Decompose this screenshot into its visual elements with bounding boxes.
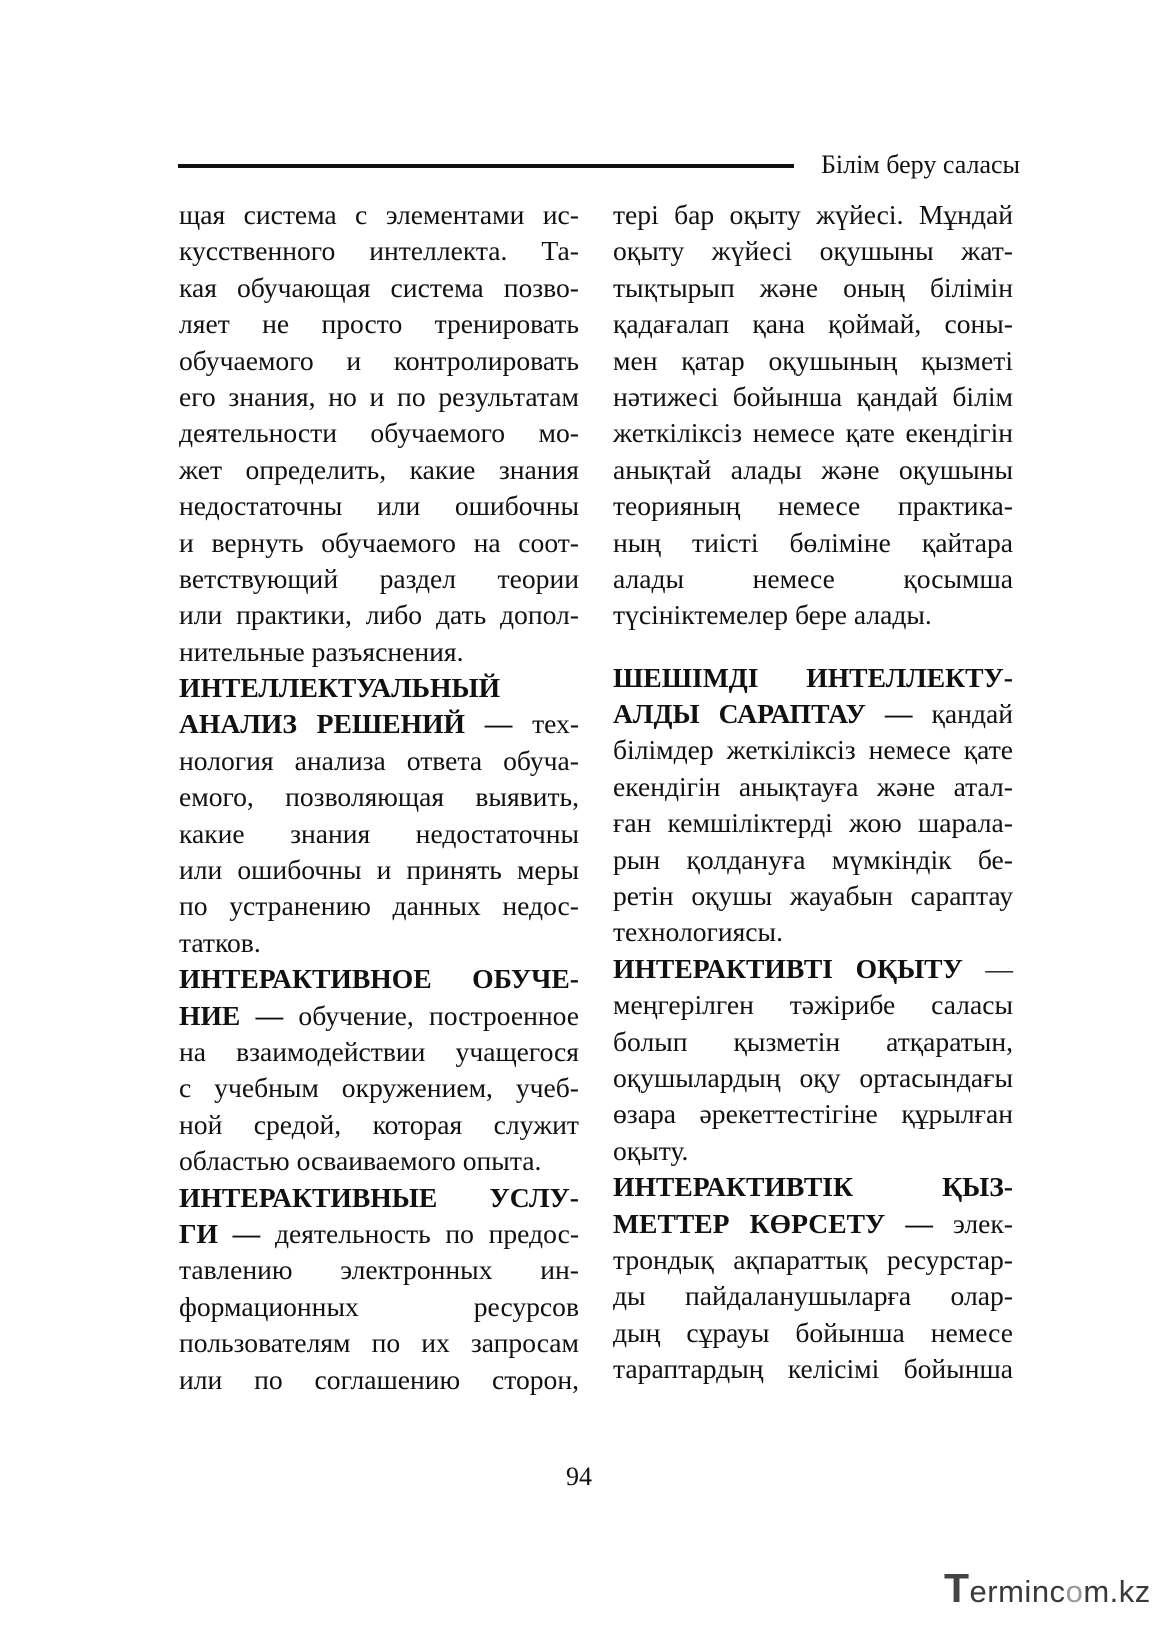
text-line [613, 805, 1013, 841]
text-line [613, 842, 1013, 878]
line-text: деятельность по предос- [260, 1217, 580, 1249]
text-line [179, 852, 579, 888]
line-text: оқушылардың оқу ортасындағы [613, 1061, 1013, 1093]
term-line [179, 670, 579, 706]
text-line [179, 343, 579, 379]
line-text: по устранению данных недос- [179, 890, 579, 922]
watermark-part-2: o [1065, 1574, 1084, 1609]
watermark-part-3: m.kz [1083, 1574, 1151, 1609]
line-text: щая система с элементами ис- [179, 199, 579, 230]
text-line [179, 597, 579, 633]
line-text: өзара әрекеттестігіне құрылған [613, 1098, 1013, 1130]
header-rule [178, 164, 794, 168]
line-text: жеткіліксіз немесе қате екендігін [613, 417, 1013, 449]
line-text: трондық ақпараттық ресурстар- [613, 1243, 1013, 1275]
glossary-term: АНАЛИЗ РЕШЕНИЙ — [179, 708, 513, 740]
term-line [613, 696, 1013, 732]
term-line [179, 961, 579, 997]
text-line [613, 769, 1013, 805]
line-text: татков. [179, 926, 261, 958]
line-text: — [962, 952, 1013, 984]
text-line [179, 1289, 579, 1325]
text-line [613, 525, 1013, 561]
glossary-term: ИНТЕРАКТИВТІК ҚЫЗ- [613, 1171, 1013, 1203]
text-line [179, 270, 579, 306]
line-text: его знания, но и по результатам [179, 380, 579, 412]
line-text: теорияның немесе практика- [613, 490, 1013, 522]
term-line [613, 951, 1013, 987]
line-text: тавлению электронных ин- [179, 1254, 579, 1286]
line-text: тері бар оқыту жүйесі. Мұндай [613, 199, 1013, 230]
line-text: қадағалап қана қоймай, соны- [613, 308, 1013, 340]
line-text: оқыту жүйесі оқушыны жат- [613, 235, 1013, 267]
line-text: с учебным окружением, учеб- [179, 1072, 579, 1104]
text-line [613, 1315, 1013, 1351]
line-text: болып қызметін атқаратын, [613, 1025, 1013, 1057]
line-text: обучение, построенное [283, 999, 580, 1031]
text-line [613, 1096, 1013, 1132]
line-text: или ошибочны и принять меры [179, 854, 579, 886]
watermark-first-letter: T [944, 1565, 970, 1611]
line-text: кусственного интеллекта. Та- [179, 235, 579, 267]
text-line [613, 1133, 1013, 1169]
text-line [613, 561, 1013, 597]
line-text: ды пайдаланушыларға олар- [613, 1280, 1013, 1312]
glossary-term: ГИ — [179, 1217, 261, 1249]
text-line [179, 634, 579, 670]
text-line [613, 878, 1013, 914]
text-line [179, 1325, 579, 1361]
text-line [613, 914, 1013, 950]
glossary-term: ИНТЕРАКТИВТІ ОҚЫТУ [613, 952, 963, 984]
term-line [613, 1206, 1013, 1242]
text-line [179, 743, 579, 779]
text-line [613, 1060, 1013, 1096]
text-line [613, 1278, 1013, 1314]
text-line [613, 732, 1013, 768]
glossary-term: ШЕШІМДІ ИНТЕЛЛЕКТУ- [613, 661, 1013, 693]
line-text: екендігін анықтауға және атал- [613, 770, 1013, 802]
line-text: или по соглашению сторон, [179, 1363, 579, 1395]
watermark-part-1: erminc [969, 1574, 1066, 1609]
term-line [179, 706, 579, 742]
term-line [179, 1216, 579, 1252]
line-text: қандай [912, 698, 1013, 730]
line-text: білімдер жеткіліксіз немесе қате [613, 734, 1013, 766]
page-number: 94 [566, 1462, 592, 1491]
text-line [179, 1143, 579, 1179]
text-line [179, 1107, 579, 1143]
line-text: недостаточны или ошибочны [179, 490, 579, 522]
site-watermark-logo [944, 1565, 1151, 1612]
line-text: нәтижесі бойынша қандай білім [613, 380, 1013, 412]
text-line [179, 1252, 579, 1288]
text-line [179, 488, 579, 524]
line-text: деятельности обучаемого мо- [179, 417, 579, 449]
paragraph-gap [613, 634, 1013, 660]
text-line [613, 452, 1013, 488]
text-line [179, 925, 579, 961]
line-text: ветствующий раздел теории [179, 562, 579, 594]
text-line [179, 452, 579, 488]
line-text: или практики, либо дать допол- [179, 599, 579, 631]
line-text: оқыту. [613, 1134, 689, 1166]
text-line [179, 816, 579, 852]
line-text: жет определить, какие знания [179, 453, 579, 485]
glossary-term: МЕТТЕР КӨРСЕТУ — [613, 1207, 933, 1239]
glossary-term: ИНТЕРАКТИВНОЕ ОБУЧЕ- [179, 963, 579, 995]
text-line [613, 488, 1013, 524]
right-column [613, 197, 1013, 1388]
left-column [179, 197, 579, 1398]
line-text: технологиясы. [613, 916, 783, 948]
glossary-term: АЛДЫ САРАПТАУ — [613, 698, 913, 730]
text-line [613, 233, 1013, 269]
line-text: алады немесе қосымша [613, 562, 1013, 594]
term-line [613, 1169, 1013, 1205]
line-text: түсініктемелер бере алады. [613, 599, 932, 631]
section-title: Білім беру саласы [820, 150, 1020, 179]
line-text: формационных ресурсов [179, 1290, 579, 1322]
line-text: ретін оқушы жауабын сараптау [613, 880, 1013, 912]
text-line [179, 197, 579, 233]
line-text: тараптардың келісімі бойынша [613, 1353, 1013, 1385]
line-text: пользователям по их запросам [179, 1327, 579, 1359]
line-text: ның тиісті бөліміне қайтара [613, 526, 1013, 558]
glossary-term: ИНТЕЛЛЕКТУАЛЬНЫЙ [179, 672, 501, 704]
text-line [179, 1362, 579, 1398]
text-line [613, 270, 1013, 306]
text-line [613, 1351, 1013, 1387]
text-line [179, 233, 579, 269]
text-line [179, 525, 579, 561]
line-text: нительные разъяснения. [179, 635, 464, 667]
line-text: тықтырып және оның білімін [613, 271, 1013, 303]
term-line [179, 1180, 579, 1216]
text-line [613, 1242, 1013, 1278]
text-line [613, 379, 1013, 415]
glossary-term: ИНТЕРАКТИВНЫЕ УСЛУ- [179, 1181, 579, 1213]
line-text: мен қатар оқушының қызметі [613, 344, 1013, 376]
line-text: емого, позволяющая выявить, [179, 781, 579, 813]
running-header [178, 150, 1020, 184]
line-text: и вернуть обучаемого на соот- [179, 526, 579, 558]
line-text: на взаимодействии учащегося [179, 1035, 579, 1067]
term-line [613, 660, 1013, 696]
line-text: нология анализа ответа обуча- [179, 744, 579, 776]
line-text: ған кемшіліктерді жою шарала- [613, 807, 1013, 839]
text-line [613, 343, 1013, 379]
glossary-term: НИЕ — [179, 999, 284, 1031]
text-line [179, 561, 579, 597]
text-line [179, 379, 579, 415]
term-line [179, 998, 579, 1034]
text-line [613, 306, 1013, 342]
line-text: элек- [932, 1207, 1014, 1239]
line-text: ляет не просто тренировать [179, 308, 579, 340]
text-line [179, 306, 579, 342]
line-text: тех- [512, 708, 580, 740]
line-text: анықтай алады және оқушыны [613, 453, 1013, 485]
text-line [179, 779, 579, 815]
text-line [613, 1024, 1013, 1060]
text-line [179, 888, 579, 924]
text-line [613, 597, 1013, 633]
text-line [179, 1070, 579, 1106]
text-line [613, 987, 1013, 1023]
line-text: какие знания недостаточны [179, 817, 579, 849]
line-text: обучаемого и контролировать [179, 344, 579, 376]
text-line [179, 1034, 579, 1070]
text-line [613, 197, 1013, 233]
line-text: кая обучающая система позво- [179, 271, 579, 303]
text-line [179, 415, 579, 451]
line-text: дың сұрауы бойынша немесе [613, 1316, 1013, 1348]
line-text: областью осваиваемого опыта. [179, 1145, 542, 1177]
text-line [613, 415, 1013, 451]
line-text: меңгерілген тәжірибе саласы [613, 989, 1013, 1021]
line-text: рын қолдануға мүмкіндік бе- [613, 843, 1013, 875]
line-text: ной средой, которая служит [179, 1108, 579, 1140]
